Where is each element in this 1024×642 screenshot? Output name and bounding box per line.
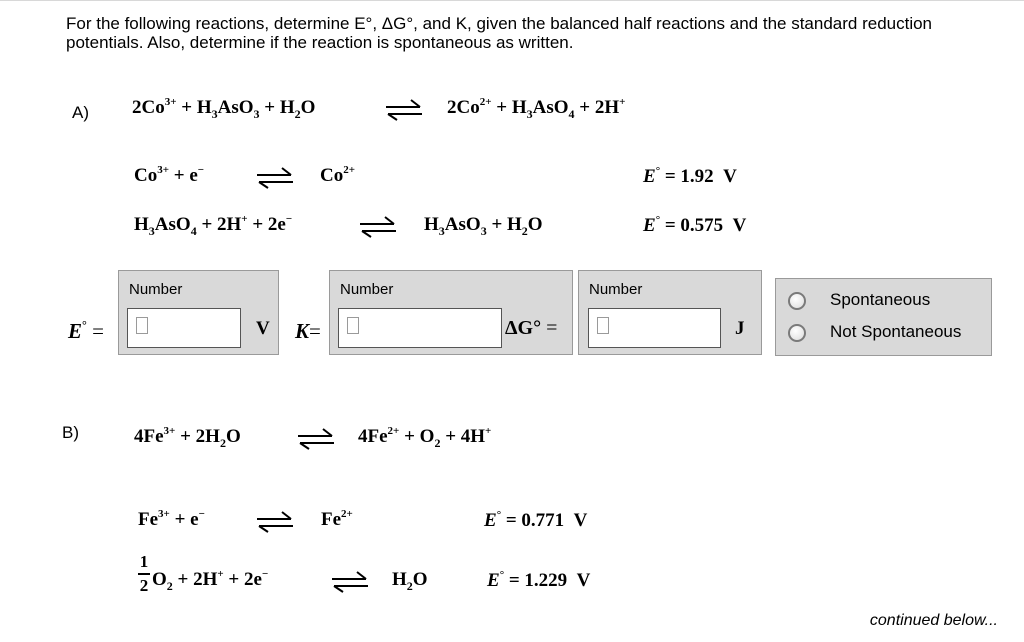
not-spontaneous-label[interactable]: Not Spontaneous <box>830 322 962 341</box>
part-b-overall-left: $4Fe^{3+} + 2H_2O$ <box>134 425 241 450</box>
part-b-half1-right: $Fe^{2+}$ <box>321 508 353 530</box>
part-a-half1-right: $Co^{2+}$ <box>320 164 356 186</box>
k-symbol: K= <box>295 319 321 343</box>
spontaneous-radio[interactable] <box>788 292 806 310</box>
part-b-half1-potential: E° = 0.771 V <box>484 509 588 531</box>
dg-symbol: ΔG° = <box>505 317 558 339</box>
part-b-half1-left: $Fe^{3+} + e^-$ <box>138 508 205 530</box>
text-cursor-icon <box>347 317 359 334</box>
equilibrium-arrow-icon <box>358 216 398 238</box>
k-number-caption: Number <box>340 281 394 298</box>
e-value-input[interactable] <box>127 308 241 348</box>
part-a-label: A) <box>72 103 89 122</box>
part-b-half2-left: $O_2 + 2H^+ + 2e^-$ <box>152 568 269 593</box>
spontaneous-label[interactable]: Spontaneous <box>830 290 931 309</box>
part-a-overall-left: $2Co^{3+} + H_3AsO_3 + H_2O$ <box>132 96 316 121</box>
continued-note: continued below... <box>869 612 998 629</box>
dg-number-caption: Number <box>589 281 643 298</box>
e-unit-label: V <box>256 318 270 339</box>
equilibrium-arrow-icon <box>384 99 424 121</box>
dg-unit-label: J <box>735 318 745 339</box>
k-answer-box <box>329 270 573 355</box>
not-spontaneous-radio[interactable] <box>788 324 806 342</box>
equilibrium-arrow-icon <box>255 511 295 533</box>
part-a-half2-potential: E° = 0.575 V <box>643 214 747 236</box>
spontaneity-options <box>775 278 992 356</box>
dg-value-input[interactable] <box>588 308 721 348</box>
dg-answer-box <box>578 270 762 355</box>
part-b-label: B) <box>62 423 79 442</box>
e-number-caption: Number <box>129 281 183 298</box>
text-cursor-icon <box>597 317 609 334</box>
text-cursor-icon <box>136 317 148 334</box>
equilibrium-arrow-icon <box>330 571 370 593</box>
instructions-text: For the following reactions, determine E°, ΔG°, and K, given the balanced half reactions and the standard reduction potentials. Also, determine if the reaction is spontaneous as written. <box>66 14 933 52</box>
part-a-half2-right: $H_3AsO_3 + H_2O$ <box>424 214 543 238</box>
part-a-half2-left: $H_3AsO_4 + 2H^+ + 2e^-$ <box>134 213 293 238</box>
part-b-half2-right: $H_2O$ <box>392 569 428 593</box>
part-b-overall-right: $4Fe^{2+} + O_2 + 4H^+$ <box>358 425 492 450</box>
e-answer-box <box>118 270 279 355</box>
equilibrium-arrow-icon <box>296 428 336 450</box>
half-fraction: 1 2 <box>139 552 149 595</box>
top-divider <box>0 0 1024 1</box>
equilibrium-arrow-icon <box>255 167 295 189</box>
k-value-input[interactable] <box>338 308 502 348</box>
e-symbol: E° = <box>68 318 104 343</box>
part-a-half1-left: $Co^{3+} + e^-$ <box>134 164 205 186</box>
part-a-half1-potential: E° = 1.92 V <box>643 165 737 187</box>
part-b-half2-potential: E° = 1.229 V <box>487 569 591 591</box>
part-a-overall-right: $2Co^{2+} + H_3AsO_4 + 2H^+$ <box>447 96 626 121</box>
